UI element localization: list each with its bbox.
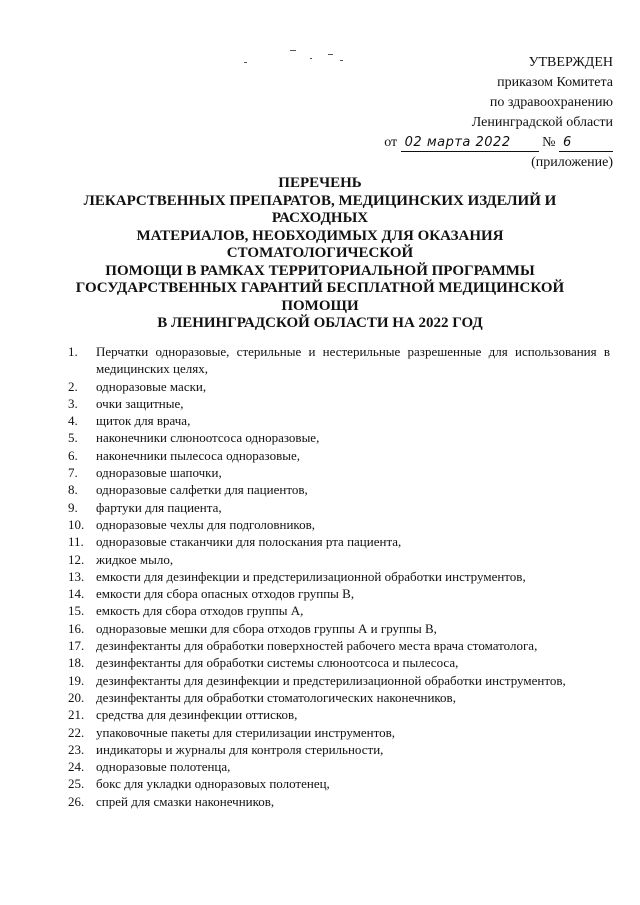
item-text: средства для дезинфекции оттисков, <box>96 707 298 723</box>
number-prefix: № <box>542 135 556 150</box>
list-item <box>68 395 610 412</box>
handwritten-date: 02 марта 2022 <box>401 135 539 152</box>
item-text: Перчатки одноразовые, стерильные и нестерильные разрешенные для использования в медицинских целях, <box>96 344 610 377</box>
item-number: 17. <box>68 638 85 654</box>
date-prefix: от <box>384 135 398 150</box>
title-line: РАСХОДНЫХ <box>271 210 369 226</box>
list-item <box>68 775 610 792</box>
list-item <box>68 654 610 671</box>
item-number: 1. <box>68 344 78 359</box>
list-item <box>68 620 610 637</box>
item-number: 12. <box>68 551 85 567</box>
title-line: ПОМОЩИ <box>281 297 359 314</box>
item-text: бокс для укладки одноразовых полотенец, <box>96 776 330 792</box>
approval-line: Ленинградской области <box>471 115 613 130</box>
item-number: 5. <box>68 430 78 446</box>
title-line: В ЛЕНИНГРАДСКОЙ ОБЛАСТИ НА 2022 ГОД <box>157 315 483 331</box>
list-item <box>68 568 610 585</box>
title-line: СТОМАТОЛОГИЧЕСКОЙ <box>226 245 414 261</box>
item-number: 26. <box>68 793 85 809</box>
approval-line: приказом Комитета <box>497 75 613 90</box>
list-item <box>68 585 610 602</box>
list-item <box>68 758 610 775</box>
item-text: одноразовые чехлы для подголовников, <box>96 516 315 532</box>
appendix-note: (приложение) <box>531 155 613 170</box>
item-number: 14. <box>68 586 85 602</box>
item-text: одноразовые стаканчики для полоскания рта пациента, <box>96 534 402 550</box>
list-item <box>68 706 610 723</box>
item-text: одноразовые салфетки для пациентов, <box>96 482 308 498</box>
item-text: дезинфектанты для дезинфекции и предстерилизационной обработки инструментов, <box>96 672 566 688</box>
item-number: 6. <box>68 447 78 463</box>
approval-line: УТВЕРЖДЕН <box>528 55 613 70</box>
item-number: 24. <box>68 759 85 775</box>
list-item <box>68 533 610 550</box>
list-item <box>68 741 610 758</box>
item-text: индикаторы и журналы для контроля стерильности, <box>96 741 384 757</box>
title-line: ПОМОЩИ В РАМКАХ ТЕРРИТОРИАЛЬНОЙ ПРОГРАММЫ <box>105 262 535 279</box>
item-text: щиток для врача, <box>96 413 191 429</box>
item-text: наконечники слюноотсоса одноразовые, <box>96 430 320 446</box>
supplies-list <box>68 343 610 810</box>
list-item <box>68 689 610 706</box>
item-text: емкости для сбора опасных отходов группы В, <box>96 586 355 602</box>
item-number: 7. <box>68 465 78 481</box>
item-number: 25. <box>68 776 85 792</box>
approval-block <box>313 53 613 173</box>
list-item <box>68 637 610 654</box>
list-item <box>68 672 610 689</box>
item-number: 22. <box>68 724 85 740</box>
item-number: 15. <box>68 603 85 619</box>
list-item <box>68 724 610 741</box>
item-number: 10. <box>68 516 85 532</box>
item-text: наконечники пылесоса одноразовые, <box>96 447 300 463</box>
item-number: 18. <box>68 655 85 671</box>
item-number: 4. <box>68 413 78 429</box>
title-line: ПЕРЕЧЕНЬ <box>278 175 362 191</box>
list-item <box>68 378 610 395</box>
item-text: дезинфектанты для обработки стоматологических наконечников, <box>96 689 456 705</box>
list-item <box>68 343 610 378</box>
item-text: одноразовые полотенца, <box>96 759 231 775</box>
item-text: фартуки для пациента, <box>96 499 222 515</box>
item-text: очки защитные, <box>96 395 184 411</box>
item-text: спрей для смазки наконечников, <box>96 793 275 809</box>
list-item <box>68 481 610 498</box>
item-number: 3. <box>68 395 78 411</box>
item-text: емкость для сбора отходов группы А, <box>96 603 304 619</box>
item-text: одноразовые мешки для сбора отходов группы А и группы В, <box>96 620 437 636</box>
item-number: 16. <box>68 620 85 636</box>
approval-line: по здравоохранению <box>489 95 613 110</box>
item-number: 21. <box>68 707 85 723</box>
list-item <box>68 447 610 464</box>
list-item <box>68 793 610 810</box>
title-line: ЛЕКАРСТВЕННЫХ ПРЕПАРАТОВ, МЕДИЦИНСКИХ ИЗДЕЛИЙ И <box>83 192 557 209</box>
item-number: 19. <box>68 672 85 688</box>
item-text: одноразовые шапочки, <box>96 465 222 481</box>
list-item <box>68 551 610 568</box>
item-number: 23. <box>68 741 85 757</box>
list-item <box>68 499 610 516</box>
list-item <box>68 429 610 446</box>
item-number: 11. <box>68 534 84 550</box>
item-number: 8. <box>68 482 78 498</box>
list-item <box>68 412 610 429</box>
list-item <box>68 516 610 533</box>
item-text: дезинфектанты для обработки системы слюноотсоса и пылесоса, <box>96 655 459 671</box>
item-text: дезинфектанты для обработки поверхностей рабочего места врача стоматолога, <box>96 638 538 654</box>
item-number: 20. <box>68 689 85 705</box>
title-line: ГОСУДАРСТВЕННЫХ ГАРАНТИЙ БЕСПЛАТНОЙ МЕДИЦИНСКОЙ <box>75 280 565 296</box>
item-number: 9. <box>68 499 78 515</box>
item-text: емкости для дезинфекции и предстерилизационной обработки инструментов, <box>96 568 526 584</box>
order-date-number-row <box>313 133 613 153</box>
item-text: одноразовые маски, <box>96 378 207 394</box>
document-title <box>60 175 580 333</box>
item-text: упаковочные пакеты для стерилизации инструментов, <box>96 724 396 740</box>
item-number: 13. <box>68 568 85 584</box>
item-text: жидкое мыло, <box>96 551 174 567</box>
title-line: МАТЕРИАЛОВ, НЕОБХОДИМЫХ ДЛЯ ОКАЗАНИЯ <box>136 227 504 244</box>
item-number: 2. <box>68 378 78 394</box>
handwritten-number: 6 <box>559 135 613 152</box>
list-item <box>68 464 610 481</box>
list-item <box>68 602 610 619</box>
